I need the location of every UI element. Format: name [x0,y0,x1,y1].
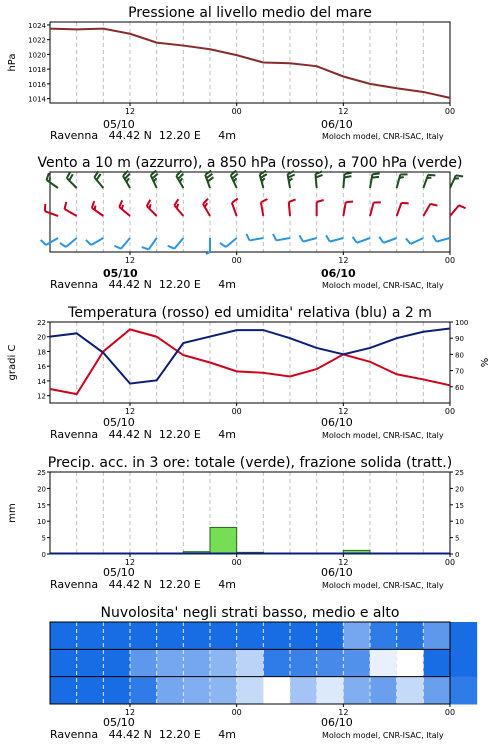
cloud-cell-basso [290,677,317,705]
cloud-location: Ravenna 44.42 N 12.20 E 4m [50,728,236,741]
cloud-cell-alto [317,622,344,650]
cloud-cell-basso [77,677,104,705]
cloud-cell-alto [370,622,397,650]
cloud-cell-medio [317,649,344,677]
cloud-cell-alto [450,622,477,650]
cloud-cell-alto [423,622,450,650]
pressure-date-2: 06/10 [321,118,353,131]
cloud-credit: Moloch model, CNR-ISAC, Italy [322,731,444,740]
cloud-cell-basso [210,677,237,705]
precip-x-tick-label: 12 [338,558,349,567]
pressure-y-tick-label: 1018 [28,66,46,75]
cloud-cell-basso [370,677,397,705]
cloud-cell-medio [77,649,104,677]
temp-ylabel: gradi C [7,344,18,381]
cloud-cell-alto [77,622,104,650]
station-alt: 4m [218,129,236,142]
cloud-cell-medio [397,649,424,677]
cloud-x-tick-label: 12 [338,708,349,717]
cloud-cell-alto [343,622,370,650]
precip-y-tick-label: 10 [37,518,46,527]
precip-y-tick-label-right: 0 [455,551,460,559]
pressure-y-tick-label: 1016 [28,80,46,89]
wind-x-tick-label: 12 [338,256,349,265]
cloud-cell-medio [103,649,130,677]
cloud-cell-medio [50,649,77,677]
pressure-x-tick-label: 00 [231,107,242,116]
cloud-cell-medio [237,649,264,677]
temp-date-1: 05/10 [103,416,135,429]
cloud-cell-basso [343,677,370,705]
cloud-x-tick-label: 00 [444,708,456,717]
cloud-cell-basso [157,677,184,705]
cloud-cell-alto [183,622,210,650]
temp-y-tick-label: 18 [37,348,46,357]
precip-x-tick-label: 12 [124,558,136,567]
temp-x-tick-label: 00 [444,407,456,416]
cloud-cell-alto [210,622,237,650]
temp-y-tick-label: 14 [37,377,46,386]
cloud-title: Nuvolosita' negli strati basso, medio e alto [100,605,400,621]
cloud-cell-basso [237,677,264,705]
temp-y-tick-label: 12 [37,392,46,401]
temp-location: Ravenna 44.42 N 12.20 E 4m [50,428,236,441]
cloud-cell-medio [370,649,397,677]
cloud-x-tick-label: 00 [231,708,242,717]
cloud-cell-medio [343,649,370,677]
temp-x-tick-label: 00 [231,407,242,416]
pressure-y-tick-label: 1022 [28,36,46,45]
wind-date-2: 06/10 [321,267,356,280]
precip-y-tick-label: 20 [37,485,46,494]
pressure-y-tick-label: 1024 [28,21,46,30]
humidity-y-tick-label: 60 [455,383,464,392]
wind-x-tick-label: 00 [444,256,456,265]
pressure-y-tick-label: 1020 [28,51,46,60]
precip-y-tick-label-right: 10 [455,518,464,527]
precip-y-tick-label-right: 25 [455,469,464,477]
cloud-cell-alto [397,622,424,650]
humidity-y-tick-label: 100 [455,319,469,327]
cloud-cell-medio [130,649,157,677]
temp-x-tick-label: 12 [124,407,136,416]
wind-x-tick-label: 12 [124,256,136,265]
cloud-cell-basso [103,677,130,705]
cloud-cell-basso [397,677,424,705]
pressure-x-tick-label: 00 [444,107,456,116]
cloud-cell-medio [290,649,317,677]
humidity-y-tick-label: 80 [455,351,464,360]
humidity-y-tick-label: 90 [455,335,464,344]
pressure-ylabel: hPa [7,53,18,72]
cloud-cell-alto [290,622,317,650]
station-lat: 44.42 N [108,129,152,142]
cloud-cell-basso [183,677,210,705]
cloud-x-tick-label: 12 [124,708,136,717]
cloud-cell-basso [423,677,450,705]
precip-x-tick-label: 00 [231,558,242,567]
wind-date-1: 05/10 [103,267,138,280]
wind-x-tick-label: 00 [231,256,242,265]
precip-y-tick-label-right: 5 [455,534,460,543]
cloud-cell-medio [423,649,450,677]
temp-y-tick-label: 16 [37,363,46,372]
cloud-cell-alto [130,622,157,650]
precip-y-tick-label: 5 [41,534,46,543]
precip-y-tick-label: 0 [41,551,46,559]
precip-credit: Moloch model, CNR-ISAC, Italy [322,581,444,590]
temp-title: Temperatura (rosso) ed umidita' relativa (blu) a 2 m [68,305,432,321]
precip-y-tick-label: 15 [37,501,46,510]
pressure-title: Pressione al livello medio del mare [128,5,372,21]
precip-y-tick-label-right: 20 [455,485,464,494]
pressure-credit: Moloch model, CNR-ISAC, Italy [322,132,444,141]
cloud-cell-alto [157,622,184,650]
precip-date-2: 06/10 [321,566,353,579]
temp-date-2: 06/10 [321,416,353,429]
cloud-cell-basso [263,677,290,705]
temp-y-tick-label: 20 [37,333,46,342]
station-lon: 12.20 E [158,129,201,142]
pressure-x-tick-label: 12 [338,107,349,116]
cloud-cell-medio [263,649,290,677]
cloud-cell-medio [210,649,237,677]
precip-location: Ravenna 44.42 N 12.20 E 4m [50,578,236,591]
cloud-cell-medio [450,649,477,677]
humidity-ylabel: % [480,357,491,368]
cloud-date-1: 05/10 [103,716,135,729]
temp-credit: Moloch model, CNR-ISAC, Italy [322,431,444,440]
precip-title: Precip. acc. in 3 ore: totale (verde), frazione solida (tratt.) [47,455,453,471]
cloud-cell-alto [263,622,290,650]
wind-title: Vento a 10 m (azzurro), a 850 hPa (rosso), a 700 hPa (verde) [37,155,463,171]
cloud-cell-medio [157,649,184,677]
precip-date-1: 05/10 [103,566,135,579]
humidity-y-tick-label: 70 [455,367,464,376]
cloud-cell-alto [50,622,77,650]
cloud-cell-alto [237,622,264,650]
precip-x-tick-label: 00 [444,558,456,567]
cloud-cell-alto [103,622,130,650]
cloud-cell-medio [183,649,210,677]
pressure-date-1: 05/10 [103,118,135,131]
wind-location: Ravenna 44.42 N 12.20 E 4m [50,278,236,291]
precip-y-tick-label-right: 15 [455,501,464,510]
pressure-x-tick-label: 12 [124,107,136,116]
cloud-cell-basso [130,677,157,705]
precip-y-tick-label: 25 [37,469,46,477]
cloud-cell-basso [50,677,77,705]
wind-credit: Moloch model, CNR-ISAC, Italy [322,281,444,290]
precip-ylabel: mm [7,503,18,523]
cloud-cell-basso [450,677,477,705]
temp-y-tick-label: 22 [37,319,46,327]
station-name: Ravenna [50,129,99,142]
temp-x-tick-label: 12 [338,407,349,416]
cloud-date-2: 06/10 [321,716,353,729]
cloud-cell-basso [317,677,344,705]
pressure-y-tick-label: 1014 [28,95,46,104]
